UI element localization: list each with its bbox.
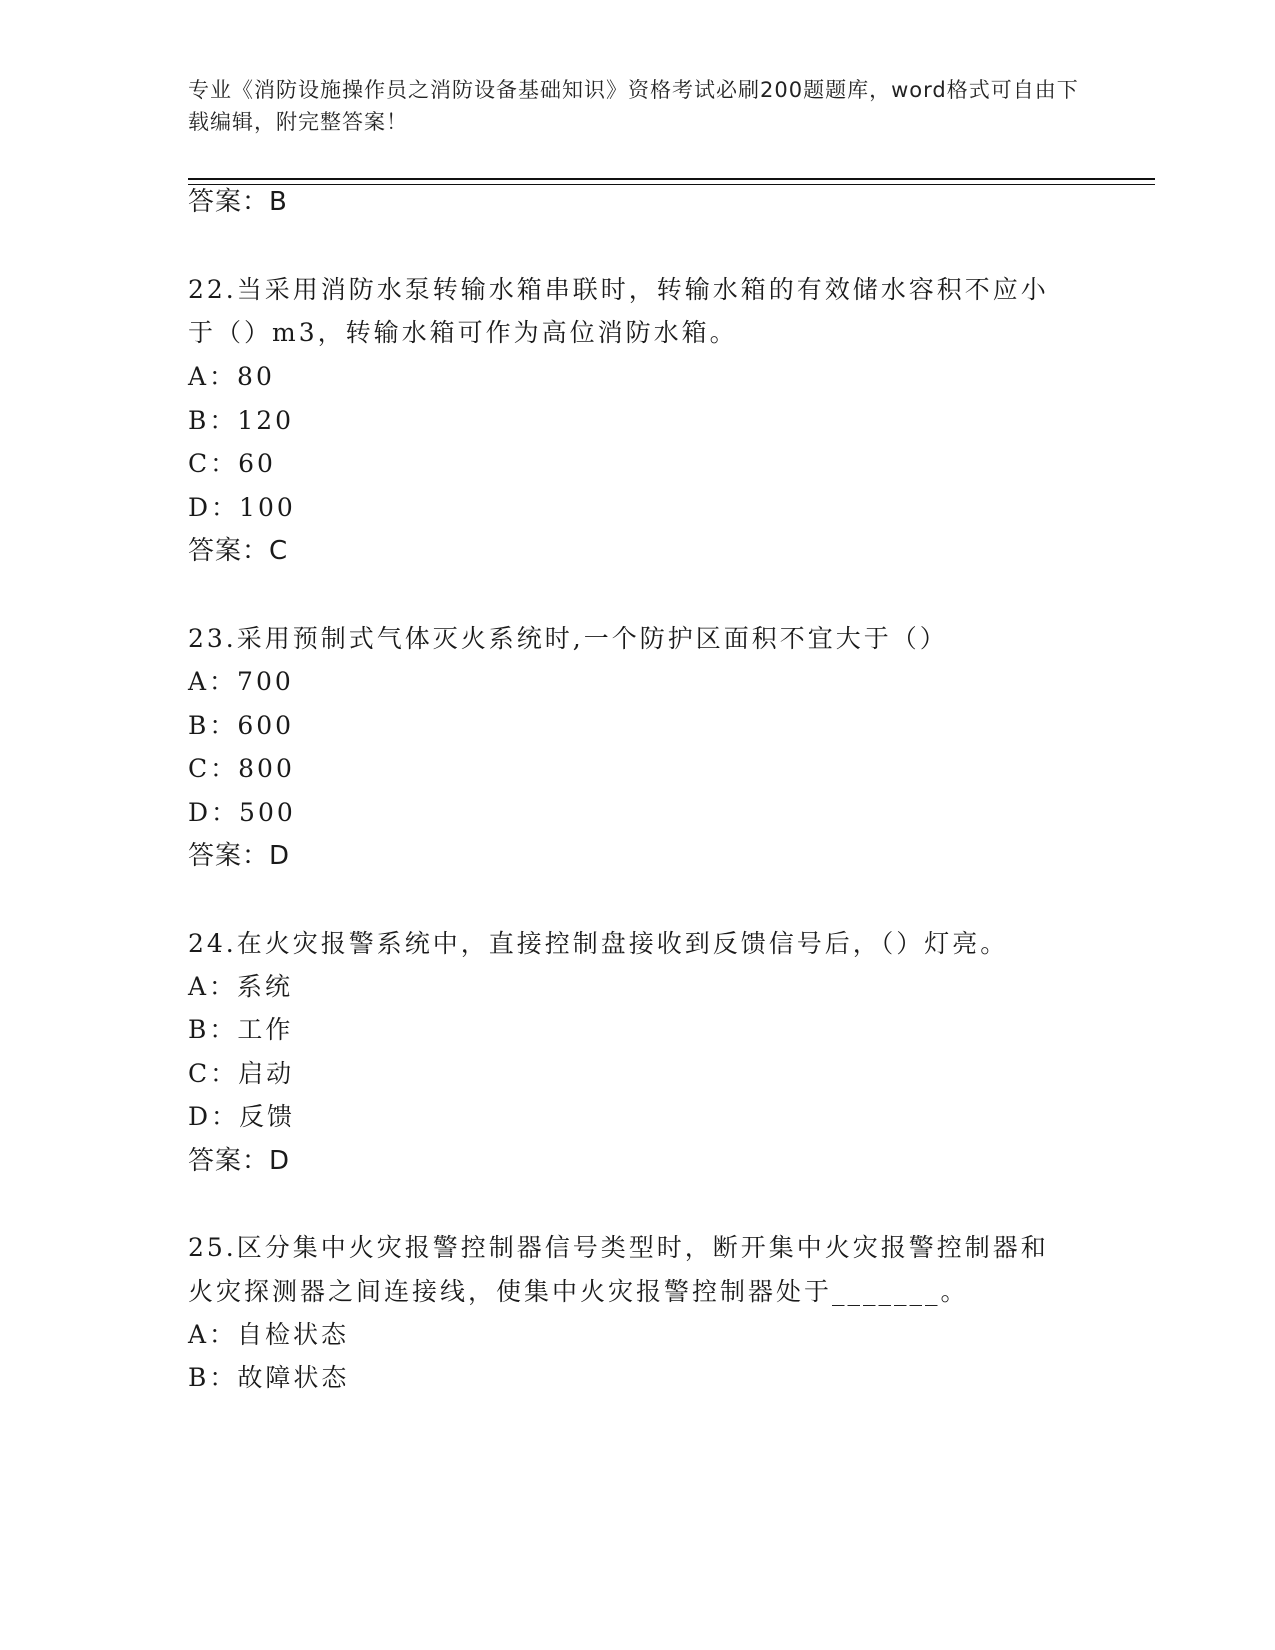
q23-option-a: A：700: [188, 667, 294, 696]
q23-answer: 答案：D: [188, 841, 291, 871]
q22-stem-line-1: 22.当采用消防水泵转输水箱串联时，转输水箱的有效储水容积不应小: [188, 275, 1049, 304]
q24-answer: 答案：D: [188, 1146, 291, 1176]
q22-option-d: D：100: [188, 493, 296, 522]
answer-previous: 答案：B: [188, 187, 288, 217]
q23-option-b: B：600: [188, 711, 295, 740]
q24-option-c: C：启动: [188, 1059, 295, 1088]
q23-option-c: C：800: [188, 754, 295, 783]
q25-option-b: B：故障状态: [188, 1363, 350, 1392]
q23-option-d: D：500: [188, 798, 296, 827]
q22-option-a: A：80: [188, 362, 275, 391]
q25-stem-line-1: 25.区分集中火灾报警控制器信号类型时，断开集中火灾报警控制器和: [188, 1233, 1049, 1262]
header-rule-thin: [188, 184, 1155, 185]
q23-stem-line-1: 23.采用预制式气体灭火系统时,一个防护区面积不宜大于（）: [188, 624, 948, 653]
q24-option-b: B：工作: [188, 1015, 294, 1044]
q25-stem-line-2: 火灾探测器之间连接线，使集中火灾报警控制器处于_______。: [188, 1277, 969, 1306]
q22-option-c: C：60: [188, 449, 276, 478]
document-header: 专业《消防设施操作员之消防设备基础知识》资格考试必刷200题题库，word格式可自由下载编辑，附完整答案！: [188, 78, 1079, 134]
q22-answer: 答案：C: [188, 536, 289, 566]
header-rule-thick: [188, 178, 1155, 180]
q24-stem-line-1: 24.在火灾报警系统中，直接控制盘接收到反馈信号后，（）灯亮。: [188, 929, 1009, 958]
q24-option-a: A：系统: [188, 972, 294, 1001]
q24-option-d: D：反馈: [188, 1102, 296, 1131]
q22-option-b: B：120: [188, 406, 295, 435]
q25-option-a: A：自检状态: [188, 1320, 350, 1349]
q22-stem-line-2: 于（）m3，转输水箱可作为高位消防水箱。: [188, 318, 738, 347]
